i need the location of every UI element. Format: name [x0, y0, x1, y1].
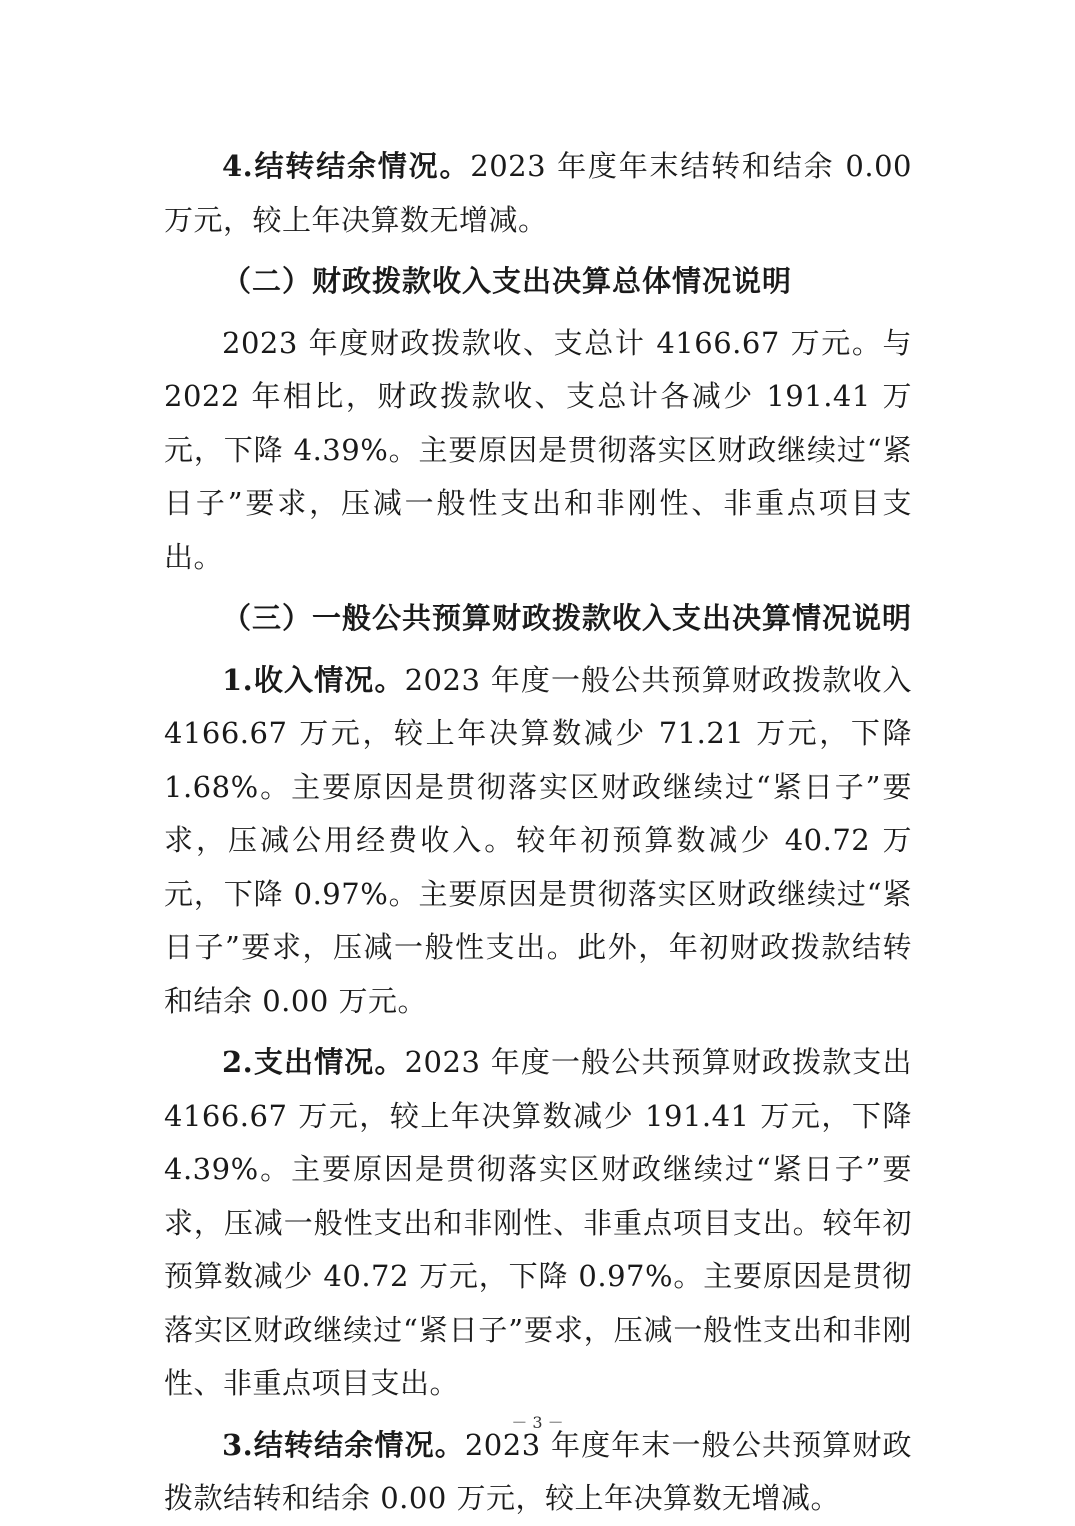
paragraph-fiscal-overview: [164, 317, 912, 585]
paragraph-text: 2023 年度年末结转和结余 0.00 万元，较上年决算数无增减。: [164, 149, 912, 237]
paragraph-general-carryover: [164, 1419, 912, 1526]
paragraph-text: 2023 年度一般公共预算财政拨款收入 4166.67 万元，较上年决算数减少 71.21 万元，下降 1.68%。主要原因是贯彻落实区财政继续过“紧日子”要求，压减公用经费收入。较年初预算数减少 40.72 万元，下降 0.97%。主要原因是贯彻落实区财政继续过“紧日子”要求，压减一般性支出。此外，年初财政拨款结转和结余 0.00 万元。: [164, 662, 912, 1018]
section-heading-fiscal-overview: （二）财政拨款收入支出决算总体情况说明: [222, 264, 793, 298]
paragraph-lead: 2.支出情况。: [222, 1045, 405, 1079]
section-heading-general-budget: （三）一般公共预算财政拨款收入支出决算情况说明: [222, 601, 913, 635]
paragraph-income: [164, 654, 912, 1029]
document-body: [164, 140, 912, 1526]
paragraph-lead: 4.结转结余情况。: [222, 149, 471, 183]
paragraph-expenditure: [164, 1036, 912, 1411]
paragraph-lead: 1.收入情况。: [222, 662, 405, 697]
paragraph-carryover-balance: [164, 140, 912, 247]
paragraph-text: 2023 年度年末一般公共预算财政拨款结转和结余 0.00 万元，较上年决算数无增减。: [164, 1427, 912, 1515]
paragraph-text: 2023 年度一般公共预算财政拨款支出 4166.67 万元，较上年决算数减少 191.41 万元，下降 4.39%。主要原因是贯彻落实区财政继续过“紧日子”要求，压减一般性支出和非刚性、非重点项目支出。较年初预算数减少 40.72 万元，下降 0.97%。主要原因是贯彻落实区财政继续过“紧日子”要求，压减一般性支出和非刚性、非重点项目支出。: [164, 1045, 912, 1400]
paragraph-lead: 3.结转结余情况。: [222, 1427, 465, 1462]
paragraph-text: 2023 年度财政拨款收、支总计 4166.67 万元。与 2022 年相比，财政拨款收、支总计各减少 191.41 万元，下降 4.39%。主要原因是贯彻落实区财政继续过“紧日子”要求，压减一般性支出和非刚性、非重点项目支出。: [164, 325, 912, 574]
page-number: － 3 －: [511, 1413, 564, 1432]
